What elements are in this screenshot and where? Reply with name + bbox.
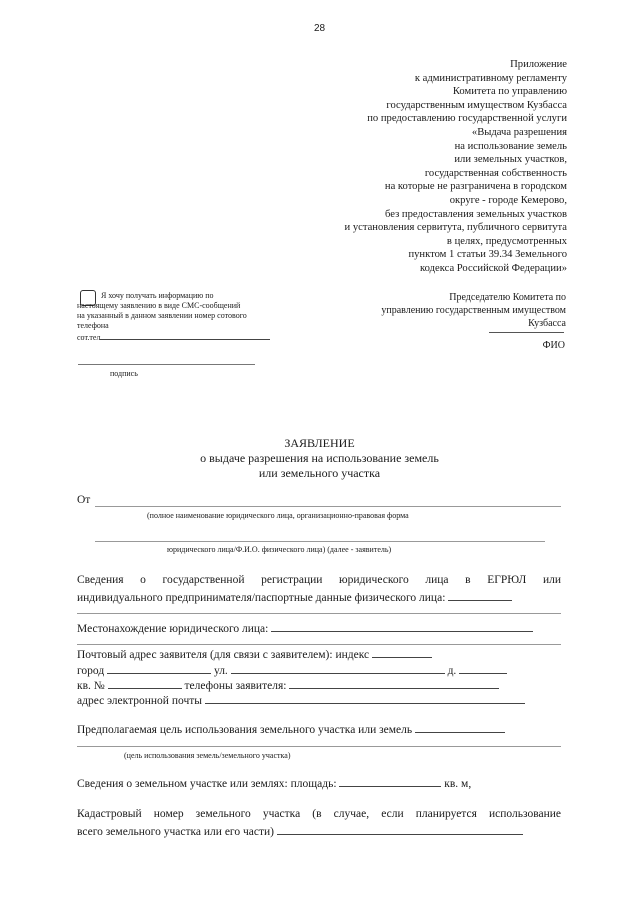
phones-label: телефоны заявителя: xyxy=(184,680,287,692)
cadastral-row xyxy=(77,824,523,838)
phone-label: сот.тел xyxy=(77,333,101,342)
registration-field[interactable] xyxy=(448,590,512,601)
registration-label: индивидуального предпринимателя/паспортные данные физического лица: xyxy=(77,592,446,604)
registration-row xyxy=(77,590,512,604)
appendix-line: и установления сервитута, публичного сервитута xyxy=(344,222,567,234)
from-caption-1: (полное наименование юридического лица, организационно-правовая форма xyxy=(147,511,409,520)
appendix-line: в целях, предусмотренных xyxy=(446,235,567,247)
purpose-caption: (цель использования земель/земельного участка) xyxy=(124,751,291,760)
from-field[interactable] xyxy=(95,506,561,507)
area-row xyxy=(77,776,471,790)
addressee-block xyxy=(336,291,566,330)
appendix-line: государственным имуществом Кузбасса xyxy=(386,99,567,111)
signature-line[interactable] xyxy=(78,364,255,365)
appendix-line: кодекса Российской Федерации» xyxy=(420,262,567,274)
fio-label: ФИО xyxy=(542,340,565,351)
page-number: 28 xyxy=(313,23,326,34)
purpose-field[interactable] xyxy=(415,722,505,733)
document-title: ЗАЯВЛЕНИЕ xyxy=(284,436,355,450)
appendix-line: округе - городе Кемерово, xyxy=(449,194,567,206)
appendix-line: «Выдача разрешения xyxy=(471,126,567,138)
sms-line: телефона xyxy=(77,321,109,330)
purpose-field-2[interactable] xyxy=(77,746,561,747)
appendix-line: по предоставлению государственной услуги xyxy=(367,113,567,125)
postal-index-field[interactable] xyxy=(372,647,432,658)
location-row xyxy=(77,621,533,635)
document-subtitle-2: или земельного участка xyxy=(258,466,381,480)
appendix-header xyxy=(267,58,567,276)
fio-line[interactable] xyxy=(489,332,564,333)
from-field-2[interactable] xyxy=(95,541,545,542)
appendix-line: или земельных участков, xyxy=(454,154,567,166)
appendix-line: к административному регламенту xyxy=(414,72,567,84)
appendix-line: без предоставления земельных участков xyxy=(385,208,567,220)
house-label: д. xyxy=(447,665,457,677)
appendix-line: на использование земель xyxy=(454,140,567,152)
area-label: Сведения о земельном участке или землях: площадь: xyxy=(77,778,337,790)
addressee-line: управлению государственным имуществом xyxy=(381,305,566,316)
house-field[interactable] xyxy=(459,663,507,674)
cadastral-line-1: Кадастровый номер земельного участка (в случае, если планируется использование xyxy=(77,808,561,820)
addressee-line: Кузбасса xyxy=(528,318,566,329)
from-caption-2: юридического лица/Ф.И.О. физического лица) (далее - заявитель) xyxy=(167,545,392,554)
area-unit: кв. м, xyxy=(444,778,472,790)
email-field[interactable] xyxy=(205,693,525,704)
purpose-label: Предполагаемая цель использования земельного участка или земель xyxy=(77,724,413,736)
from-label: От xyxy=(77,494,91,506)
purpose-row xyxy=(77,722,505,736)
location-field-2[interactable] xyxy=(77,644,561,645)
phone-row xyxy=(77,678,499,692)
sms-consent-text xyxy=(77,291,292,343)
addressee-line: Председателю Комитета по xyxy=(449,292,566,303)
signature-caption: подпись xyxy=(110,369,138,378)
location-field[interactable] xyxy=(271,621,533,632)
sms-line: Я хочу получать информацию по xyxy=(101,291,214,300)
apt-field[interactable] xyxy=(108,678,182,689)
appendix-line: пунктом 1 статьи 39.34 Земельного xyxy=(408,249,567,261)
apt-label: кв. № xyxy=(77,680,105,692)
street-label: ул. xyxy=(213,665,228,677)
address-row xyxy=(77,663,507,677)
sms-line: настоящему заявлению в виде СМС-сообщений xyxy=(77,301,241,310)
area-field[interactable] xyxy=(339,776,441,787)
street-field[interactable] xyxy=(231,663,445,674)
cadastral-field[interactable] xyxy=(277,824,523,835)
document-subtitle: о выдаче разрешения на использование земель xyxy=(200,451,439,465)
phones-field[interactable] xyxy=(289,678,499,689)
from-row xyxy=(77,494,90,506)
registration-line-1: Сведения о государственной регистрации юридического лица в ЕГРЮЛ или xyxy=(77,574,561,586)
postal-label: Почтовый адрес заявителя (для связи с заявителем): индекс xyxy=(77,649,370,661)
email-label: адрес электронной почты xyxy=(77,695,202,707)
cadastral-label: всего земельного участка или его части) xyxy=(77,826,274,838)
location-label: Местонахождение юридического лица: xyxy=(77,623,269,635)
appendix-line: Приложение xyxy=(510,59,567,70)
email-row xyxy=(77,693,525,707)
city-field[interactable] xyxy=(107,663,211,674)
appendix-line: Комитета по управлению xyxy=(452,86,567,98)
city-label: город xyxy=(77,665,105,677)
appendix-line: государственная собственность xyxy=(424,167,567,179)
postal-row xyxy=(77,647,432,661)
sms-line: на указанный в данном заявлении номер сотового xyxy=(77,311,247,320)
appendix-line: на которые не разграничена в городском xyxy=(384,181,567,193)
phone-field[interactable] xyxy=(100,331,270,340)
registration-field-2[interactable] xyxy=(77,613,561,614)
